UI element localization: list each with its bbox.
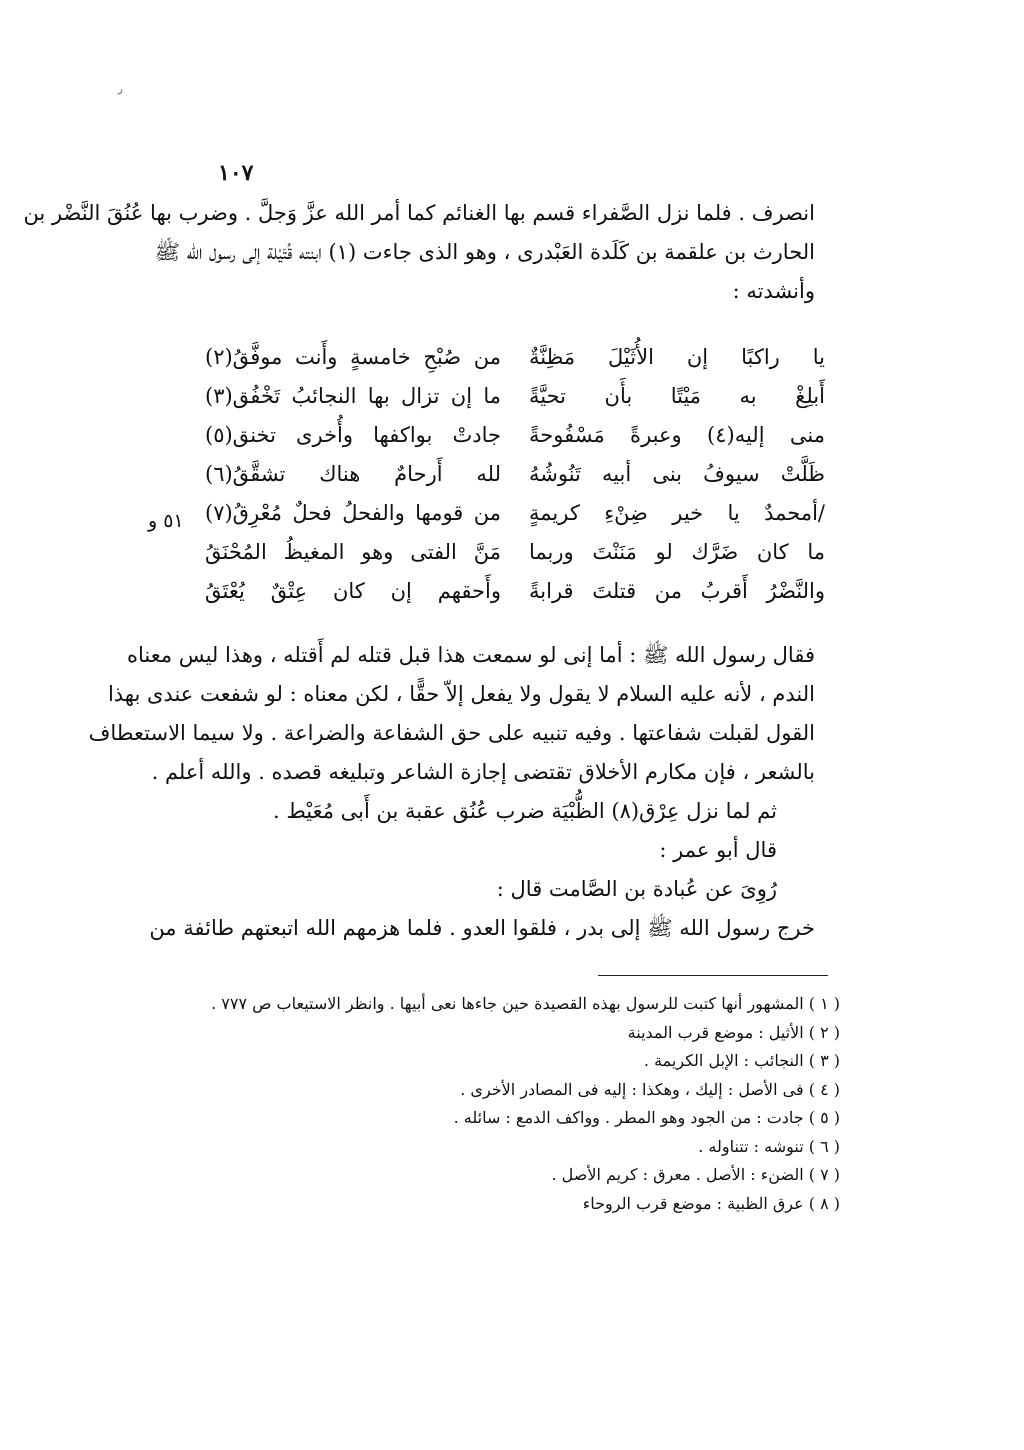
verse-first-hemistich: /أمحمدٌ يا خير ضِنْءِ كريمةٍ xyxy=(529,501,825,525)
footnote: ( ٦ ) تنوشه : تتناوله . xyxy=(698,1136,840,1156)
footnote: ( ١ ) المشهور أنها كتبت للرسول بهذه القصيدة حين جاءها نعى أبيها . وانظر الاستيعاب ص ٧٧٧ . xyxy=(211,994,840,1013)
verse-second-hemistich: جادتْ بواكفها وأُخرى تخنق(٥) xyxy=(205,423,501,447)
intro-line: وأنشدته : xyxy=(732,279,815,303)
page-number: ١٠٧ xyxy=(218,160,254,186)
manuscript-folio-note: ٥١ و xyxy=(148,510,184,532)
poem-verse xyxy=(205,455,825,494)
verse-second-hemistich: من صُبْحِ خامسةٍ وأَنت موفَّقُ(٢) xyxy=(205,345,501,369)
narration-block xyxy=(149,792,815,948)
poem-verse xyxy=(205,494,825,533)
poem-verse xyxy=(205,377,825,416)
intro-line: الحارث بن علقمة بن كَلَدة العَبْدرى ، وهو الذى جاءت (١) ابنته قُتَيْلة إلى رسول الله ﷺ xyxy=(154,240,815,264)
intro-line: انصرف . فلما نزل الصَّفراء قسم بها الغنائم كما أمر الله عزَّ وَجلَّ . وضرب بها عُنُقَ النَّضْر بن xyxy=(23,201,815,225)
footnote: ( ٢ ) الأثيل : موضع قرب المدينة xyxy=(627,1022,840,1042)
verse-second-hemistich: من قومها والفحلُ فحلٌ مُعْرِقُ(٧) xyxy=(205,501,501,525)
verse-first-hemistich: أَبلِغْ به مَيْتًا بأَن تحيَّةً xyxy=(529,384,825,408)
footnote: ( ٤ ) فى الأصل : إليك ، وهكذا : إليه فى المصادر الأخرى . xyxy=(460,1079,840,1099)
poem-verse xyxy=(205,533,825,572)
verse-second-hemistich: لله أَرحامٌ هناك تشقَّقُ(٦) xyxy=(205,462,501,486)
footnote: ( ٨ ) عرق الظبية : موضع قرب الروحاء xyxy=(582,1193,840,1213)
poem-verse xyxy=(205,572,825,611)
commentary-line: الندم ، لأنه عليه السلام لا يقول ولا يفعل إلاّ حقًّا ، لكن معناه : لو شفعت عندى بهذا xyxy=(107,682,815,706)
narration-line: رُوِىَ عن عُبادة بن الصَّامت قال : xyxy=(496,877,777,901)
verse-second-hemistich: مَنَّ الفتى وهو المغيظُ المُحْنَقُ xyxy=(205,540,501,564)
verse-first-hemistich: منى إليه(٤) وعبرةً مَسْفُوحةً xyxy=(529,423,825,447)
verse-second-hemistich: وأَحقهم إن كان عِتْقٌ يُعْتَقُ xyxy=(205,579,501,603)
footnote-divider xyxy=(598,975,828,976)
footnote: ( ٣ ) النجائب : الإبل الكريمة . xyxy=(643,1051,840,1070)
narration-line: ثم لما نزل عِرْق(٨) الظُّبْيَة ضرب عُنُق عقبة بن أَبى مُعَيْط . xyxy=(272,799,777,823)
commentary-paragraph xyxy=(88,636,815,792)
corner-mark: ر xyxy=(118,84,123,95)
poem xyxy=(205,338,825,611)
poem-verse xyxy=(205,416,825,455)
footnote: ( ٥ ) جادت : من الجود وهو المطر . وواكف الدمع : سائله . xyxy=(453,1108,840,1127)
poem-verse xyxy=(205,338,825,377)
verse-first-hemistich: والنَّضْرُ أَقربُ من قتلتَ قرابةً xyxy=(529,579,825,603)
intro-paragraph xyxy=(23,194,815,311)
commentary-line: القول لقبلت شفاعتها . وفيه تنبيه على حق الشفاعة والضراعة . ولا سيما الاستعطاف xyxy=(88,721,815,745)
verse-first-hemistich: ظَلَّتْ سيوفُ بنى أبيه تَنُوشُهُ xyxy=(529,462,825,486)
narration-line: خرج رسول الله ﷺ إلى بدر ، فلقوا العدو . فلما هزمهم الله اتبعتهم طائفة من xyxy=(149,916,815,940)
footnote: ( ٧ ) الضنء : الأصل . معرق : كريم الأصل . xyxy=(551,1165,840,1184)
verse-first-hemistich: ما كان ضَرَّك لو مَنَنْتَ وربما xyxy=(529,540,825,564)
commentary-line: بالشعر ، فإن مكارم الأخلاق تقتضى إجازة الشاعر وتبليغه قصده . والله أعلم . xyxy=(151,760,815,784)
verse-second-hemistich: ما إن تزال بها النجائبُ تَخْفُق(٣) xyxy=(205,384,501,408)
commentary-line: فقال رسول الله ﷺ : أما إنى لو سمعت هذا قبل قتله لم أَقتله ، وهذا ليس معناه xyxy=(127,643,815,667)
narration-line: قال أبو عمر : xyxy=(659,838,777,862)
footnotes xyxy=(211,990,840,1218)
verse-first-hemistich: يا راكبًا إن الأُثَيْلَ مَظِنَّةٌ xyxy=(529,345,825,369)
